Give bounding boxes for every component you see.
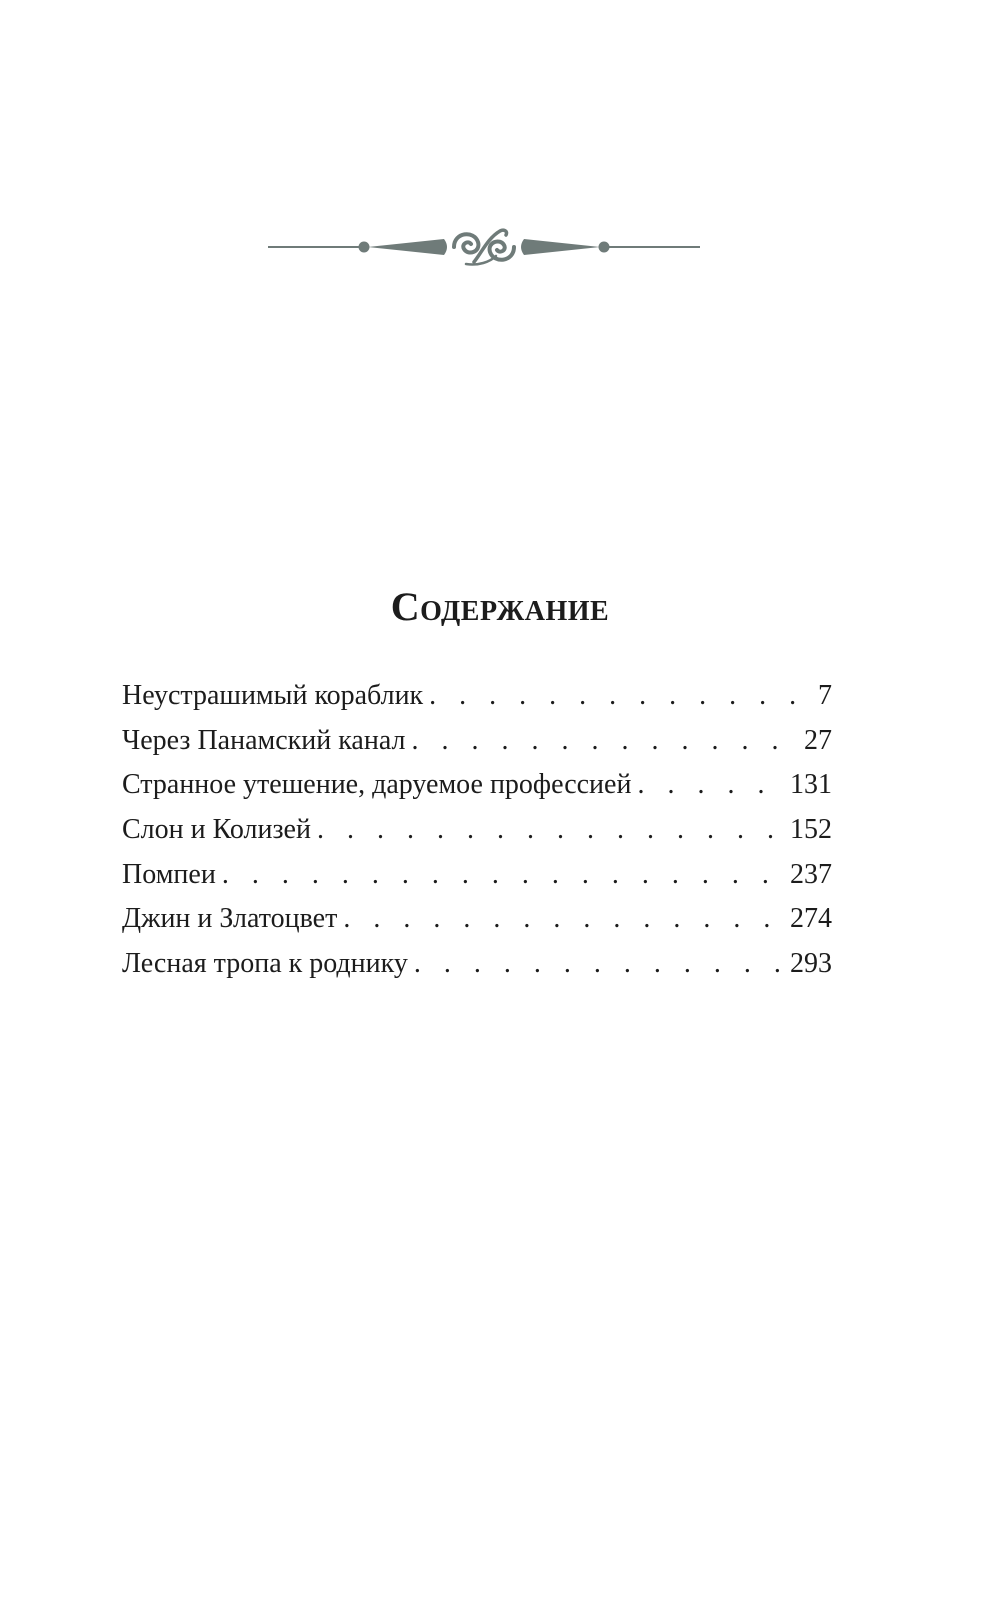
toc-entry-title: Странное утешение, даруемое профессией [122, 769, 632, 801]
toc-entry-page: 131 [790, 769, 832, 801]
toc-entry [122, 719, 832, 764]
toc-entry [122, 763, 832, 808]
table-of-contents [122, 674, 832, 987]
toc-entry-page: 293 [790, 948, 832, 980]
toc-entry-title: Помпеи [122, 858, 216, 890]
toc-entry-title: Неустрашимый кораблик [122, 680, 424, 711]
toc-entry-page: 27 [804, 724, 832, 756]
dot-leader [414, 942, 782, 987]
toc-entry-title: Лесная тропа к роднику [122, 948, 408, 980]
dot-leader [317, 808, 782, 853]
dot-leader [222, 853, 782, 898]
toc-entry [122, 674, 832, 719]
toc-entry-page: 152 [790, 814, 832, 846]
toc-entry-page: 237 [790, 858, 832, 890]
dot-leader [429, 674, 810, 719]
toc-entry-title: Слон и Колизей [122, 814, 311, 846]
toc-entry [122, 853, 832, 898]
toc-entry-title: Джин и Златоцвет [122, 903, 338, 935]
toc-entry-page: 274 [790, 903, 832, 935]
toc-entry-page: 7 [818, 680, 832, 711]
toc-entry-title: Через Панамский канал [122, 724, 406, 756]
toc-entry [122, 897, 832, 942]
toc-entry [122, 942, 832, 987]
page-title: Содержание [390, 583, 610, 629]
toc-entry [122, 808, 832, 853]
dot-leader [411, 719, 796, 764]
scroll-divider-ornament-icon [268, 222, 700, 272]
dot-leader [637, 763, 782, 808]
dot-leader [343, 897, 782, 942]
